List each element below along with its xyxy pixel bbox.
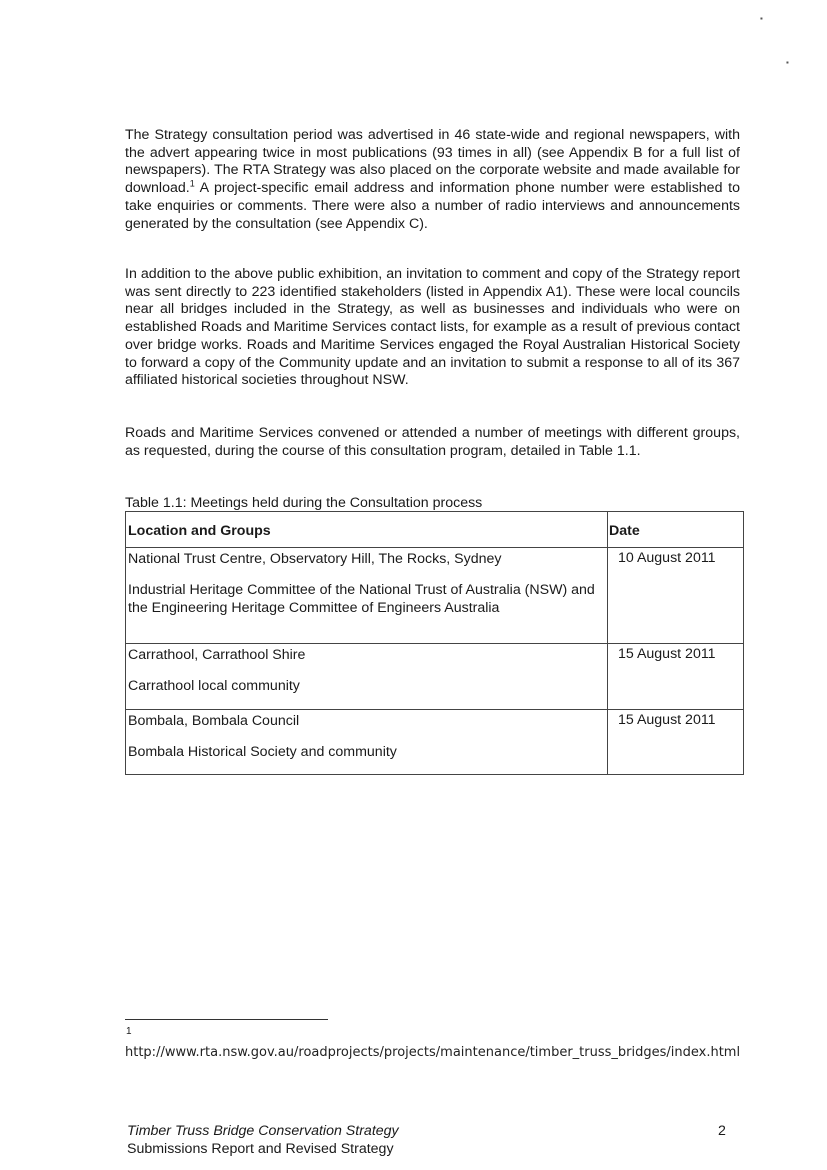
location-cell (126, 644, 608, 710)
header-location-groups: Location and Groups (126, 512, 608, 548)
table-row (126, 710, 744, 775)
table-row (126, 644, 744, 710)
location-cell (126, 548, 608, 644)
header-date: Date (608, 512, 744, 548)
footnote-link[interactable]: http://www.rta.nsw.gov.au/roadprojects/projects/maintenance/timber_truss_bridges/index.html (125, 1045, 741, 1060)
location-groups: Industrial Heritage Committee of the National Trust of Australia (NSW) and the Engineering Heritage Committee of Engineers Australia (128, 582, 595, 616)
body-paragraph-3: Roads and Maritime Services convened or attended a number of meetings with different groups, as requested, during the course of this consultation program, detailed in Table 1.1. (125, 425, 740, 459)
scan-speck: ▪ (786, 58, 789, 67)
location-name: National Trust Centre, Observatory Hill, The Rocks, Sydney (128, 551, 502, 567)
body-paragraph-1: The Strategy consultation period was advertised in 46 state-wide and regional newspapers, with the advert appearing twice in most publications (93 times in all) (see Appendix B for a full list of newspapers). The RTA Strategy was also placed on the corporate website and made available for download.$^1$ A project-specific email address and information phone number were established to take enquiries or comments. There were also a number of radio interviews and announcements generated by the consultation (see Appendix C). (125, 127, 740, 232)
table-header-row (126, 512, 744, 548)
location-name: Bombala, Bombala Council (128, 713, 300, 729)
table-row (126, 548, 744, 644)
body-paragraph-2: In addition to the above public exhibition, an invitation to comment and copy of the Strategy report was sent directly to 223 identified stakeholders (listed in Appendix A1). These were local councils near all bridges included in the Strategy, as well as businesses and individuals who were on established Roads and Maritime Services contact lists, for example as a result of previous contact over bridge works. Roads and Maritime Services engaged the Royal Australian Historical Society to forward a copy of the Community update and an invitation to submit a response to all of its 367 affiliated historical societies throughout NSW. (125, 266, 740, 389)
scan-speck: ▪ (760, 14, 763, 23)
page-number: 2 (718, 1123, 726, 1139)
meetings-table (125, 511, 744, 775)
location-groups: Bombala Historical Society and community (128, 744, 397, 760)
location-name: Carrathool, Carrathool Shire (128, 647, 306, 663)
footnote-reference[interactable]: 1 (189, 178, 195, 189)
footer-document-title: Timber Truss Bridge Conservation Strategy (127, 1123, 399, 1139)
location-groups: Carrathool local community (128, 678, 300, 694)
footer-document-subtitle: Submissions Report and Revised Strategy (127, 1141, 394, 1157)
date-cell: 10 August 2011 (608, 548, 744, 644)
date-cell: 15 August 2011 (608, 644, 744, 710)
footnote-divider (125, 1019, 328, 1020)
footnote-number: 1 (126, 1026, 132, 1037)
location-cell (126, 710, 608, 775)
date-cell: 15 August 2011 (608, 710, 744, 775)
table-caption: Table 1.1: Meetings held during the Consultation process (125, 495, 483, 511)
